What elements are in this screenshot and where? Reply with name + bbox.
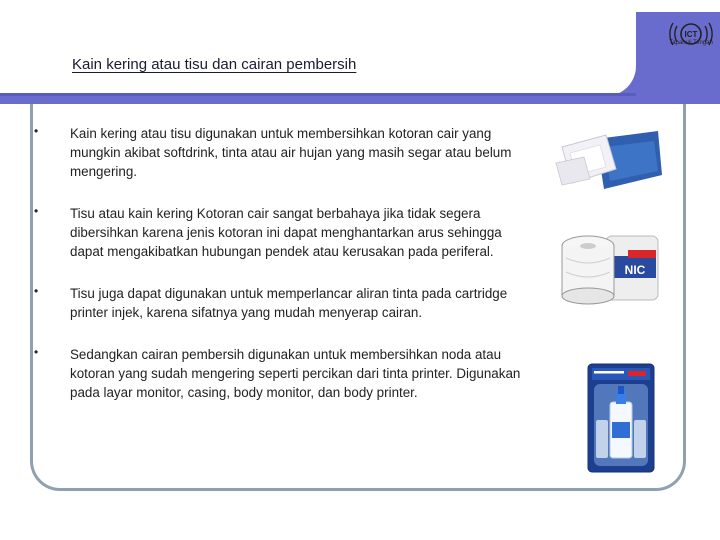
logo-caption: Tapanuli Tengah: [669, 40, 713, 46]
bullet-text: Tisu atau kain kering Kotoran cair sangat berbahaya jika tidak segera dibersihkan karena jenis kotoran ini dapat menghantarkan arus sehingga dapat mengakibatkan hubungan pendek atau kerusakan pada periferal.: [70, 206, 502, 259]
bullet-icon: •: [34, 204, 39, 218]
bullet-list: [34, 124, 524, 425]
page-title: Kain kering atau tisu dan cairan pembersih: [72, 56, 357, 73]
ict-logo-icon: [666, 14, 716, 54]
bullet-icon: •: [34, 124, 39, 138]
bullet-icon: •: [34, 284, 39, 298]
bullet-icon: •: [34, 345, 39, 359]
header-rule: [0, 93, 636, 96]
bullet-text: Sedangkan cairan pembersih digunakan untuk membersihkan noda atau kotoran yang sudah mengering seperti percikan dari tinta printer. Digunakan pada layar monitor, casing, body monitor, dan body printer.: [70, 347, 521, 400]
list-item: [34, 284, 524, 322]
bullet-text: Tisu juga dapat digunakan untuk memperlancar aliran tinta pada cartridge printer injek, karena sifatnya yang mudah menyerap cairan.: [70, 286, 508, 320]
cloth-tissue-image: [554, 123, 664, 193]
tissue-roll-image: [558, 228, 662, 306]
logo-mark: ICT: [684, 30, 698, 39]
cleaning-kit-image: [586, 362, 656, 474]
bullet-text: Kain kering atau tisu digunakan untuk membersihkan kotoran cair yang mungkin akibat softdrink, tinta atau air hujan yang masih segar atau belum mengering.: [70, 126, 512, 179]
header-panel: [0, 12, 636, 96]
list-item: [34, 345, 524, 402]
product-label: NIC: [624, 263, 646, 277]
list-item: [34, 204, 524, 261]
list-item: [34, 124, 524, 181]
